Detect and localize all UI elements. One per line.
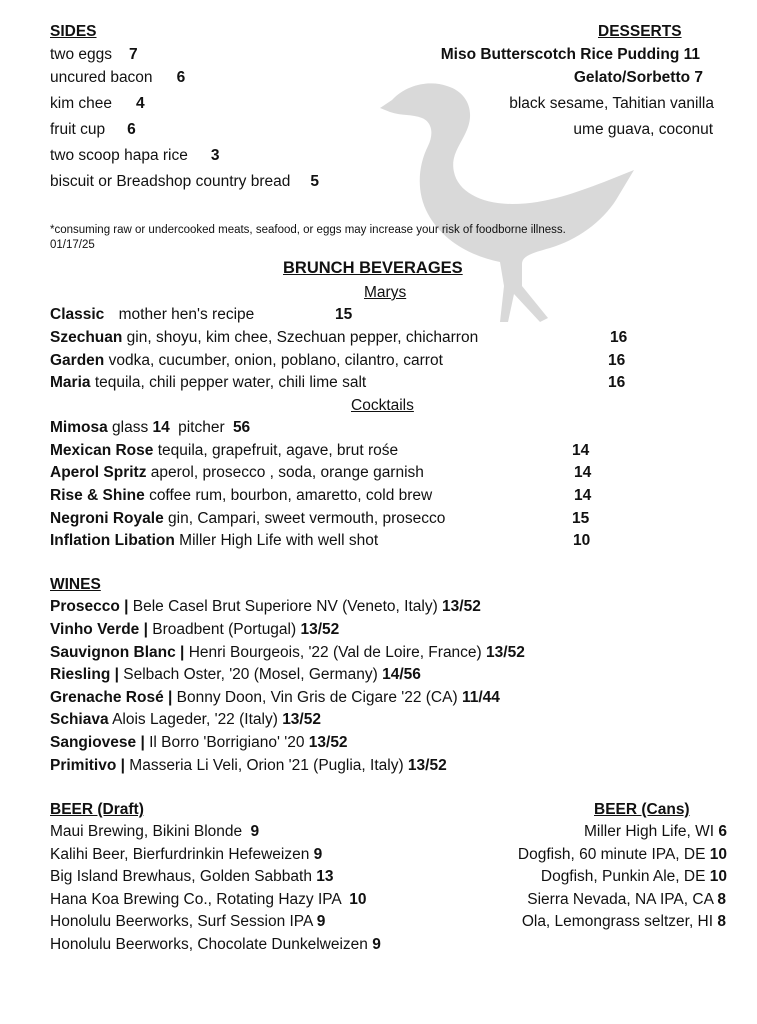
dessert-gelato: Gelato/Sorbetto 7 [573, 69, 703, 86]
wine-price: 14/56 [382, 666, 421, 683]
wine-name: Vinho Verde | [50, 621, 148, 638]
mimosa-pitcher-label: pitcher [178, 419, 225, 436]
cocktail-desc: aperol, prosecco , soda, orange garnish [150, 464, 424, 481]
side-item [50, 69, 185, 87]
wine-price: 11/44 [461, 689, 500, 706]
draft-price: 9 [313, 846, 323, 863]
mary-price: 16 [608, 374, 626, 391]
wine-desc: Henri Bourgeois, '22 (Val de Loire, France) [188, 644, 487, 661]
wine-name: Riesling | [50, 666, 119, 683]
cocktail-price: 14 [572, 442, 590, 459]
mary-name: Szechuan [50, 329, 123, 346]
cocktail-desc: coffee rum, bourbon, amaretto, cold brew [149, 487, 433, 504]
wine-price: 13/52 [282, 711, 321, 728]
side-price: 7 [129, 46, 138, 63]
wine-name: Primitivo | [50, 757, 125, 774]
cocktail-name: Rise & Shine [50, 487, 145, 504]
side-name: two eggs [50, 46, 113, 63]
draft-name: Honolulu Beerworks, Surf Session IPA [50, 913, 313, 930]
mimosa-glass-price: 14 [152, 419, 170, 436]
wines-heading: WINES [50, 576, 101, 593]
side-item [50, 95, 145, 113]
wine-item [50, 598, 481, 616]
marys-heading: Marys [364, 284, 407, 301]
wine-item [50, 734, 348, 752]
mary-name: Maria [50, 374, 91, 391]
can-name: Miller High Life, WI [584, 823, 715, 840]
can-price: 6 [718, 823, 727, 840]
wine-desc: Bele Casel Brut Superiore NV (Veneto, Italy) [132, 598, 438, 615]
health-notice: *consuming raw or undercooked meats, seafood, or eggs may increase your risk of foodborne illness. [50, 224, 566, 236]
draft-price: 13 [316, 868, 334, 885]
side-price: 6 [176, 69, 186, 86]
side-price: 3 [210, 147, 220, 164]
wine-name: Schiava [50, 711, 109, 728]
mary-item [50, 374, 366, 392]
can-item [522, 913, 726, 931]
wine-price: 13/52 [442, 598, 481, 615]
draft-name: Kalihi Beer, Bierfurdrinkin Hefeweizen [50, 846, 310, 863]
cocktail-item [50, 510, 445, 528]
side-name: biscuit or Breadshop country bread [50, 173, 291, 190]
draft-item [50, 936, 381, 954]
mimosa-glass-label: glass [112, 419, 149, 436]
dessert-flavors-2: ume guava, coconut [573, 121, 713, 138]
mimosa-name: Mimosa [50, 419, 108, 436]
can-name: Dogfish, Punkin Ale, DE [540, 868, 706, 885]
wine-desc: Alois Lageder, '22 (Italy) [112, 711, 278, 728]
side-item [50, 173, 319, 191]
wine-name: Prosecco | [50, 598, 129, 615]
side-price: 6 [127, 121, 136, 138]
sides-heading: SIDES [50, 23, 97, 40]
can-item [518, 846, 727, 864]
cocktails-heading: Cocktails [351, 397, 414, 414]
side-name: kim chee [50, 95, 113, 112]
beverages-heading: BRUNCH BEVERAGES [283, 259, 463, 277]
cocktail-item [50, 464, 424, 482]
side-price: 4 [136, 95, 145, 112]
can-name: Ola, Lemongrass seltzer, HI [521, 913, 714, 930]
mary-item [50, 306, 254, 324]
mary-name: Classic [50, 306, 105, 323]
wine-item [50, 757, 447, 775]
cocktail-name: Aperol Spritz [50, 464, 147, 481]
wine-desc: Il Borro 'Borrigiano' '20 [149, 734, 309, 751]
wine-name: Grenache Rosé | [50, 689, 173, 706]
wine-name: Sangiovese | [50, 734, 145, 751]
can-price: 8 [717, 913, 726, 930]
mary-desc: mother hen's recipe [118, 306, 255, 323]
cocktail-item [50, 442, 398, 460]
beer-cans-heading: BEER (Cans) [594, 801, 690, 818]
side-name: fruit cup [50, 121, 106, 138]
wine-price: 13/52 [486, 644, 525, 661]
side-item [50, 147, 219, 165]
draft-name: Maui Brewing, Bikini Blonde [50, 823, 247, 840]
cocktail-desc: tequila, grapefruit, agave, brut rośe [157, 442, 399, 459]
cocktail-price: 15 [572, 510, 590, 527]
draft-price: 9 [372, 936, 381, 953]
cocktail-desc: gin, Campari, sweet vermouth, prosecco [168, 510, 446, 527]
draft-price: 9 [316, 913, 326, 930]
wine-price: 13/52 [407, 757, 447, 774]
cocktail-price: 14 [574, 487, 592, 504]
can-price: 10 [709, 868, 727, 885]
wine-desc: Bonny Doon, Vin Gris de Cigare '22 (CA) [176, 689, 458, 706]
draft-name: Big Island Brewhaus, Golden Sabbath [50, 868, 312, 885]
side-item [50, 46, 138, 64]
wine-price: 13/52 [308, 734, 348, 751]
wine-item [50, 711, 321, 729]
cocktail-name: Inflation Libation [50, 532, 175, 549]
draft-item [50, 823, 259, 841]
draft-item [50, 868, 334, 886]
wine-desc: Selbach Oster, '20 (Mosel, Germany) [123, 666, 378, 683]
wine-name: Sauvignon Blanc | [50, 644, 185, 661]
side-name: two scoop hapa rice [50, 147, 188, 164]
side-price: 5 [310, 173, 320, 190]
wine-item [50, 689, 500, 707]
can-item [541, 868, 727, 886]
can-name: Sierra Nevada, NA IPA, CA [527, 891, 714, 908]
can-price: 8 [717, 891, 726, 908]
can-price: 10 [709, 846, 727, 863]
draft-name: Hana Koa Brewing Co., Rotating Hazy IPA [50, 891, 346, 908]
mary-name: Garden [50, 352, 105, 369]
dessert-rice-pudding: Miso Butterscotch Rice Pudding 11 [440, 46, 700, 63]
mary-desc: vodka, cucumber, onion, poblano, cilantro, carrot [108, 352, 443, 369]
mimosa-item [50, 419, 250, 437]
beer-draft-heading: BEER (Draft) [50, 801, 144, 818]
can-item [527, 891, 726, 909]
side-item [50, 121, 136, 139]
wine-price: 13/52 [300, 621, 340, 638]
draft-price: 9 [250, 823, 260, 840]
cocktail-item [50, 487, 432, 505]
cocktail-item [50, 532, 378, 550]
wine-item [50, 666, 421, 684]
cocktail-desc: Miller High Life with well shot [179, 532, 379, 549]
draft-item [50, 913, 325, 931]
draft-item [50, 846, 322, 864]
mary-price: 16 [610, 329, 628, 346]
side-name: uncured bacon [50, 69, 153, 86]
mary-desc: gin, shoyu, kim chee, Szechuan pepper, chicharron [126, 329, 479, 346]
can-name: Dogfish, 60 minute IPA, DE [517, 846, 706, 863]
mimosa-pitcher-price: 56 [232, 419, 251, 436]
cocktail-price: 14 [574, 464, 592, 481]
cocktail-price: 10 [573, 532, 591, 549]
wine-desc: Broadbent (Portugal) [152, 621, 297, 638]
mary-desc: tequila, chili pepper water, chili lime salt [94, 374, 367, 391]
draft-name: Honolulu Beerworks, Chocolate Dunkelweizen [50, 936, 368, 953]
mary-item [50, 329, 478, 347]
desserts-heading: DESSERTS [598, 23, 682, 40]
cocktail-name: Negroni Royale [50, 510, 164, 527]
draft-price: 10 [349, 891, 367, 908]
wine-desc: Masseria Li Veli, Orion '21 (Puglia, Italy) [129, 757, 404, 774]
mary-price: 16 [608, 352, 626, 369]
can-item [584, 823, 727, 841]
mary-item [50, 352, 443, 370]
menu-date: 01/17/25 [50, 239, 95, 251]
wine-item [50, 644, 525, 662]
mary-price: 15 [335, 306, 353, 323]
dessert-flavors-1: black sesame, Tahitian vanilla [509, 95, 714, 112]
draft-item [50, 891, 366, 909]
cocktail-name: Mexican Rose [50, 442, 154, 459]
wine-item [50, 621, 339, 639]
